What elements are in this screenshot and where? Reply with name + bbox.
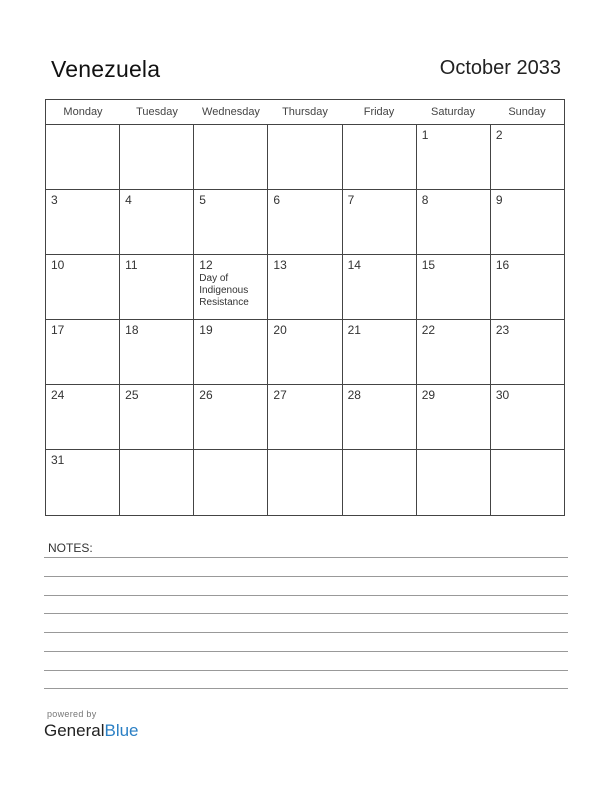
day-number: 29 [421,388,436,402]
calendar-week-row [46,190,564,255]
day-cell [46,450,120,515]
holiday-label: Day of Indigenous Resistance [199,273,249,308]
month-year-title: October 2033 [439,57,561,79]
day-cell [120,125,194,189]
day-cell [194,385,268,449]
weekday-wednesday: Wednesday [202,106,260,118]
day-cell [194,450,268,515]
country-title: Venezuela [51,56,161,82]
day-number: 27 [273,388,287,402]
day-number: 24 [51,388,65,402]
weekday-sunday: Sunday [508,106,546,118]
day-cell [417,190,491,254]
generalblue-logo [44,721,139,741]
day-cell [268,125,342,189]
day-cell [343,385,417,449]
weekday-thursday: Thursday [282,106,328,118]
day-cell [120,385,194,449]
day-number: 26 [199,388,213,402]
day-number: 21 [347,323,361,337]
day-number: 5 [199,193,206,207]
weekday-header-row [46,100,564,125]
day-cell [46,320,120,384]
day-number: 18 [125,323,139,337]
day-number: 15 [421,258,436,272]
day-cell [417,320,491,384]
day-number: 19 [199,323,213,337]
day-number: 9 [495,193,503,207]
day-cell [343,190,417,254]
day-cell [417,125,491,189]
day-cell [268,385,342,449]
brand-general: General [44,721,105,740]
day-number: 4 [125,193,132,207]
note-line [44,613,568,614]
weekday-tuesday: Tuesday [136,106,178,118]
day-number: 6 [273,193,281,207]
day-number: 8 [421,193,429,207]
day-cell [194,255,268,319]
day-number: 17 [51,323,65,337]
note-line [44,688,568,689]
day-cell [491,320,564,384]
calendar-week-row [46,255,564,320]
day-number: 3 [51,193,58,207]
day-number: 13 [273,258,287,272]
calendar-week-row [46,320,564,385]
calendar-grid [45,99,565,516]
weekday-monday: Monday [63,106,103,118]
day-cell [120,320,194,384]
day-cell [120,450,194,515]
day-cell [46,190,120,254]
day-cell [491,125,564,189]
notes-label: NOTES: [48,541,93,555]
weekday-saturday: Saturday [430,106,476,118]
calendar-week-row [46,450,564,515]
day-cell [268,255,342,319]
day-cell [194,320,268,384]
calendar-week-row [46,385,564,450]
day-cell [343,125,417,189]
day-cell [491,450,564,515]
day-cell [194,125,268,189]
day-cell [268,190,342,254]
note-line [44,651,568,652]
day-cell [120,255,194,319]
day-number: 25 [125,388,139,402]
day-number: 20 [273,323,287,337]
note-line [44,595,568,596]
day-number: 14 [347,258,361,272]
day-number: 30 [495,388,510,402]
day-cell [491,255,564,319]
day-number: 10 [51,258,65,272]
day-number: 11 [125,258,138,272]
day-cell [343,255,417,319]
day-number: 31 [51,453,65,467]
day-number: 1 [421,128,429,142]
day-cell [46,385,120,449]
day-number: 12 [199,258,213,272]
brand-blue: Blue [104,721,139,740]
day-cell [46,125,120,189]
day-cell [491,190,564,254]
day-number: 7 [347,193,355,207]
day-number: 28 [347,388,361,402]
day-cell [46,255,120,319]
note-line [44,632,568,633]
day-cell [268,320,342,384]
day-cell [120,190,194,254]
day-cell [343,320,417,384]
calendar-week-row [46,125,564,190]
day-number: 2 [495,128,503,142]
day-number: 23 [495,323,510,337]
powered-by-text: powered by [47,709,97,719]
day-cell [491,385,564,449]
note-line [44,576,568,577]
note-line [44,557,568,558]
calendar-weeks [46,125,564,515]
day-number: 22 [421,323,436,337]
day-number: 16 [495,258,510,272]
day-cell [268,450,342,515]
weekday-friday: Friday [363,106,395,118]
day-cell [417,385,491,449]
day-cell [417,450,491,515]
day-cell [343,450,417,515]
day-cell [194,190,268,254]
day-cell [417,255,491,319]
note-line [44,670,568,671]
